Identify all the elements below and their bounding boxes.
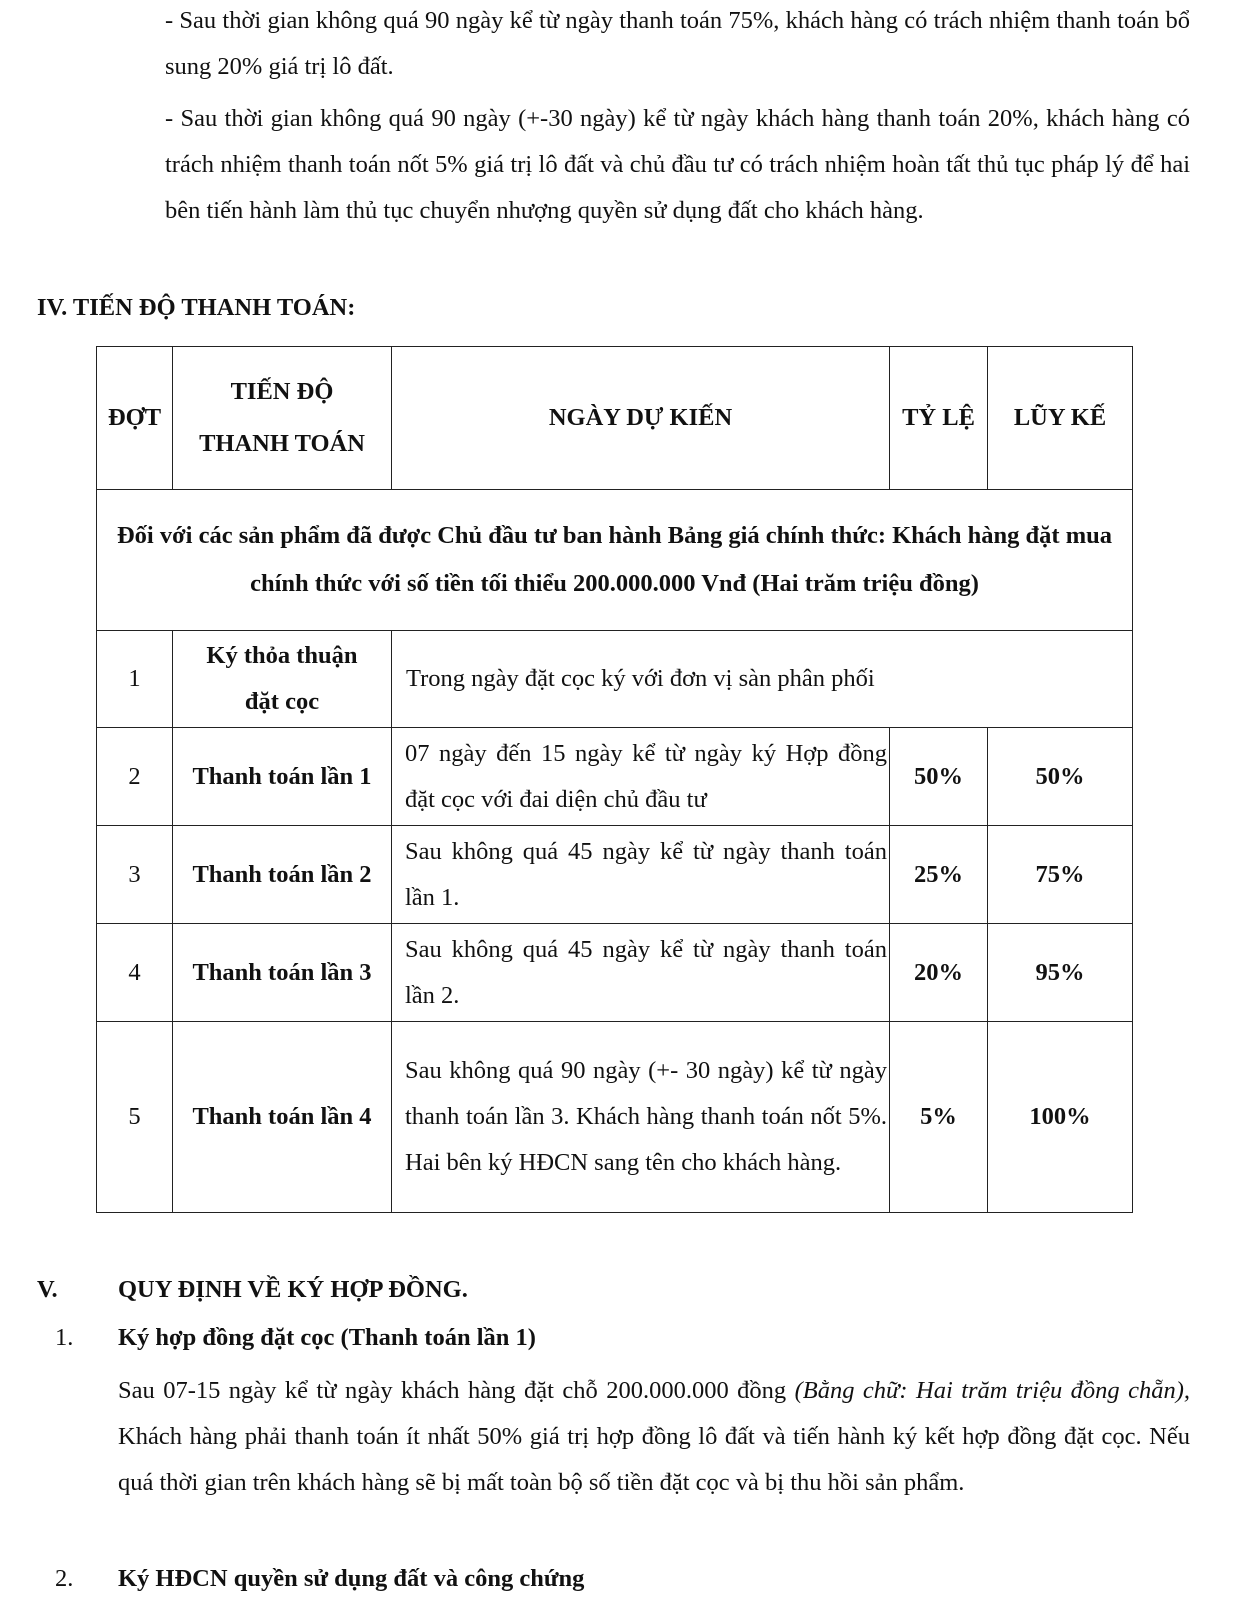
header-ngay-du-kien: NGÀY DỰ KIẾN [392, 347, 890, 490]
row-cumulative: 75% [988, 826, 1133, 924]
payment-condition-75: - Sau thời gian không quá 90 ngày kể từ ngày thanh toán 75%, khách hàng có trách nhiệm thanh toán bổ sung 20% giá trị lô đất. [165, 7, 1190, 80]
section-iv-title: IV. TIẾN ĐỘ THANH TOÁN: [37, 294, 356, 321]
row-stage: Thanh toán lần 3 [173, 924, 392, 1022]
item-1-title: Ký hợp đồng đặt cọc (Thanh toán lần 1) [118, 1324, 536, 1351]
item-1-number: 1. [55, 1324, 74, 1351]
row-stage: Thanh toán lần 4 [173, 1022, 392, 1213]
row-dot: 5 [97, 1022, 173, 1213]
item-1-body-b: Khách hàng phải thanh toán ít nhất 50% giá trị hợp đồng lô đất và tiến hành ký kết hợp đồng đặt cọc. Nếu quá thời gian trên khách hàng sẽ bị mất toàn bộ số tiền đặt cọc và bị thu hồi sản phẩm. [118, 1423, 1190, 1496]
table-row [97, 728, 1133, 826]
row-date: Sau không quá 90 ngày (+- 30 ngày) kể từ ngày thanh toán lần 3. Khách hàng thanh toán nốt 5%. Hai bên ký HĐCN sang tên cho khách hàng. [392, 1022, 890, 1213]
row-stage: Thanh toán lần 1 [173, 728, 392, 826]
row-dot: 1 [97, 631, 173, 728]
price-list-note: Đối với các sản phẩm đã được Chủ đầu tư ban hành Bảng giá chính thức: Khách hàng đặt mua chính thức với số tiền tối thiểu 200.000.000 Vnđ (Hai trăm triệu đồng) [97, 490, 1133, 631]
item-2-number: 2. [55, 1565, 74, 1592]
item-1-body [118, 1368, 1190, 1506]
item-1-body-a: Sau 07-15 ngày kể từ ngày khách hàng đặt chỗ 200.000.000 đồng [118, 1377, 795, 1404]
row-dot: 3 [97, 826, 173, 924]
table-row [97, 631, 1133, 728]
header-tien-do-line2: THANH TOÁN [199, 430, 365, 457]
row-ratio: 25% [890, 826, 988, 924]
row-dot: 4 [97, 924, 173, 1022]
row-dot: 2 [97, 728, 173, 826]
header-ty-le: TỶ LỆ [890, 347, 988, 490]
section-v-title: QUY ĐỊNH VỀ KÝ HỢP ĐỒNG. [118, 1276, 468, 1303]
item-2-title: Ký HĐCN quyền sử dụng đất và công chứng [118, 1565, 585, 1592]
section-v-number: V. [37, 1276, 58, 1303]
row-stage-line2: đặt cọc [244, 688, 320, 715]
table-row [97, 826, 1133, 924]
payment-schedule-table [96, 346, 1133, 1213]
table-row [97, 924, 1133, 1022]
row-ratio: 50% [890, 728, 988, 826]
row-cumulative: 95% [988, 924, 1133, 1022]
table-row [97, 1022, 1133, 1213]
row-ratio: 5% [890, 1022, 988, 1213]
item-1-body-italic: (Bằng chữ: Hai trăm triệu đồng chẵn), [794, 1377, 1190, 1404]
header-tien-do [173, 347, 392, 490]
row-date: 07 ngày đến 15 ngày kể từ ngày ký Hợp đồng đặt cọc với đai diện chủ đầu tư [392, 728, 890, 826]
header-tien-do-line1: TIẾN ĐỘ [230, 378, 334, 405]
table-note-row [97, 490, 1133, 631]
row-stage-line1: Ký thỏa thuận [206, 642, 358, 669]
row-cumulative: 50% [988, 728, 1133, 826]
table-header-row [97, 347, 1133, 490]
row-date: Sau không quá 45 ngày kể từ ngày thanh toán lần 1. [392, 826, 890, 924]
payment-condition-20: - Sau thời gian không quá 90 ngày (+-30 ngày) kể từ ngày khách hàng thanh toán 20%, khách hàng có trách nhiệm thanh toán nốt 5% giá trị lô đất và chủ đầu tư có trách nhiệm hoàn tất thủ tục pháp lý để hai bên tiến hành làm thủ tục chuyển nhượng quyền sử dụng đất cho khách hàng. [165, 105, 1190, 224]
row-stage: Thanh toán lần 2 [173, 826, 392, 924]
row-cumulative: 100% [988, 1022, 1133, 1213]
header-dot: ĐỢT [97, 347, 173, 490]
row-stage [173, 631, 392, 728]
row-date: Trong ngày đặt cọc ký với đơn vị sàn phân phối [392, 631, 1133, 728]
row-ratio: 20% [890, 924, 988, 1022]
row-date: Sau không quá 45 ngày kể từ ngày thanh toán lần 2. [392, 924, 890, 1022]
header-luy-ke: LŨY KẾ [988, 347, 1133, 490]
